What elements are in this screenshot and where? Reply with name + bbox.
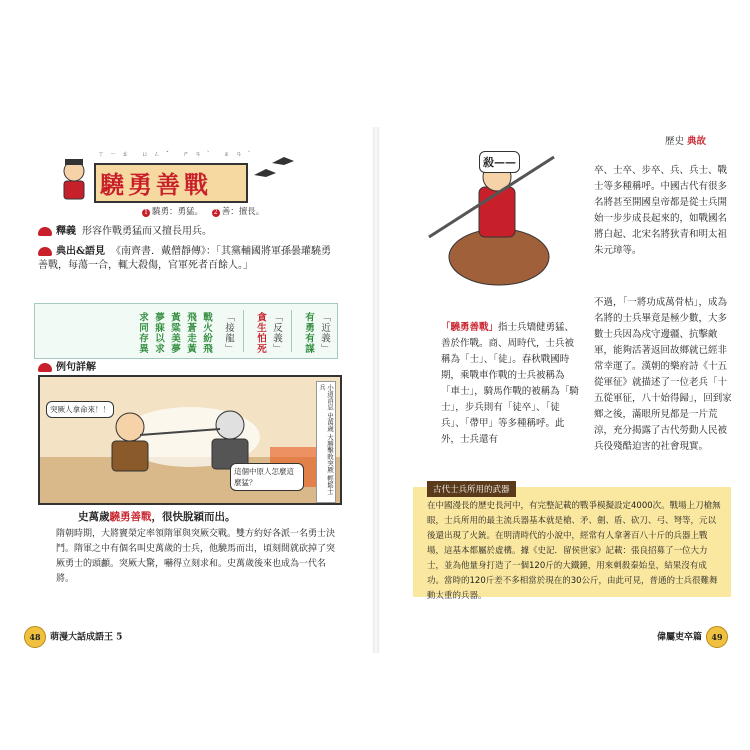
hat-icon <box>38 247 52 256</box>
swallows-icon <box>252 155 296 191</box>
note-number: 1 <box>142 209 150 217</box>
example-comic <box>38 375 342 505</box>
divider <box>243 310 244 352</box>
weapons-title: 古代士兵所用的武器 <box>427 481 516 497</box>
note-1: 驍勇：勇猛。 <box>152 207 204 217</box>
right-text-continued: 不過，「一將功成萬骨枯」，成為名將的士兵畢竟是極少數，大多數士兵因為戍守邊疆、抗擊敵軍，能夠活著返回故鄉就已經非常幸運了。漢朝的樂府詩《十五從軍征》就描述了一位老兵「十五從軍征，八十始得歸」，回到家鄉之後，滿眼所見都是一片荒涼，充分揭露了古代勞動人民被兵役殘酷迫害的社會現實。 <box>594 297 732 452</box>
synonym-idiom: 有勇有謀 <box>303 312 314 354</box>
highlight-idiom: 「驍勇善戰」 <box>441 322 499 333</box>
idiom-title-block <box>56 149 286 219</box>
section-tag-2: 典故 <box>686 136 706 147</box>
title-notes <box>142 205 264 217</box>
weapons-sidebar <box>413 485 731 601</box>
vertical-caption: 小道消息 史萬歲 大勝擊敗突厥 輕鬆士兵 <box>316 381 336 503</box>
hat-icon <box>38 363 52 372</box>
right-page <box>379 127 734 653</box>
speech-bubble-1: 突厥人拿命來！！ <box>46 401 114 418</box>
example-label: 例句詳解 <box>56 362 96 373</box>
note-2: 善：擅長。 <box>221 207 265 217</box>
idiom-title: 驍勇善戰 <box>100 170 212 199</box>
right-text-left <box>441 320 581 448</box>
right-folio <box>657 626 732 648</box>
example-paragraph: 隋朝時期，大將竇榮定率領隋軍與突厥交戰。雙方約好各派一名勇士決鬥。隋軍之中有個名叫史萬歲的士兵，他驍馬而出，頃刻間就砍掉了突厥勇士的頭顱。突厥大驚，嚇得立刻求和。史萬歲後來也成為一代名將。 <box>56 529 336 584</box>
source-section <box>38 245 338 273</box>
chain-idiom-5: 求同存異 <box>137 312 148 354</box>
page-number: 48 <box>24 626 46 648</box>
left-folio <box>20 626 122 648</box>
synonym-label: 「近義」 <box>319 312 330 354</box>
speech-bubble-2: 這個中原人怎麼這麼猛？ <box>230 463 304 491</box>
book-spread <box>18 127 734 653</box>
source-label: 典出&語見 <box>56 246 106 257</box>
example-section-header <box>38 361 102 375</box>
antonym-label: 「反義」 <box>271 312 282 354</box>
antonym-idiom: 貪生怕死 <box>255 312 266 354</box>
weapons-text: 在中國漫長的歷史長河中，有完整記載的戰爭模擬設定4000次。戰場上刀槍無眼，士兵所用的最主流兵器基本就是槍、矛、劍、盾、砍刀、弓、弩等，元以後還出現了火銃。在明清時代的小說中，經常有人拿著百八十斤的兵器上戰場，這基本都屬於虛構。據《史記．留侯世家》記載：張良招募了一位大力士，並為他量身打造了一個120斤的大鐵錘，用來刺殺秦始皇，結果沒有成功。當時的120斤差不多相當於現在的30公斤，由此可見，普通的士兵很難舞動太重的兵器。 <box>427 501 721 601</box>
left-column-text: 指士兵矯健勇猛、善於作戰。商、周時代，士兵被稱為「士」、「徒」。春秋戰國時期，乘戰車作戰的士兵被稱為「車士」，騎馬作戰的被稱為「騎士」，步兵則有「徒卒」、「徒兵」、「帶甲」等多種稱呼。此外，士兵還有 <box>441 322 579 445</box>
sentence-highlight: 驍勇善戰 <box>109 511 152 523</box>
left-page <box>18 127 373 653</box>
page-number: 49 <box>706 626 728 648</box>
sentence-end: ，很快脫穎而出。 <box>151 511 236 523</box>
sentence-start: 史萬歲 <box>78 511 110 523</box>
shout-bubble: 殺—— <box>479 151 520 173</box>
definition-text: 形容作戰勇猛而又擅長用兵。 <box>82 226 212 237</box>
note-number: 2 <box>212 209 220 217</box>
scholar-mascot-icon <box>56 157 92 201</box>
chain-idiom-4: 夢寐以求 <box>153 312 164 354</box>
example-sentence <box>78 509 236 524</box>
right-text-top: 卒、士卒、步卒、兵、兵士、戰士等多種稱呼。中國古代有很多名將甚至開國皇帝都是從士兵開始一步步成長起來的，如戰國名將白起、北宋名將狄青和明太祖朱元璋等。 <box>594 165 728 256</box>
chain-idiom-2: 飛蒼走黃 <box>185 312 196 354</box>
chain-idiom-1: 戰火紛飛 <box>201 312 212 354</box>
definition-label: 釋義 <box>56 226 76 237</box>
divider <box>291 310 292 352</box>
book-title: 萌漫大話成語王 5 <box>50 632 123 643</box>
hat-icon <box>38 227 52 236</box>
phonetic-ruby: ㄒㄧㄠ ㄩㄥˇ ㄕㄢˋ ㄓㄢˋ <box>98 151 257 158</box>
chain-label: 「接龍」 <box>223 312 234 354</box>
section-tag <box>665 133 706 147</box>
chain-idiom-3: 黃粱美夢 <box>169 312 180 354</box>
related-idioms-box <box>34 303 338 359</box>
chapter-title: 偉屬吏卒篇 <box>656 632 702 643</box>
section-tag-1: 歷史 <box>664 136 684 147</box>
source-text: 《南齊書．戴僧靜傳》：「其黨輔國將軍孫曇瓘驍勇善戰，每蕩一合，輒大殺傷，官軍死者百餘人。」 <box>38 246 332 271</box>
definition-section <box>38 225 338 239</box>
